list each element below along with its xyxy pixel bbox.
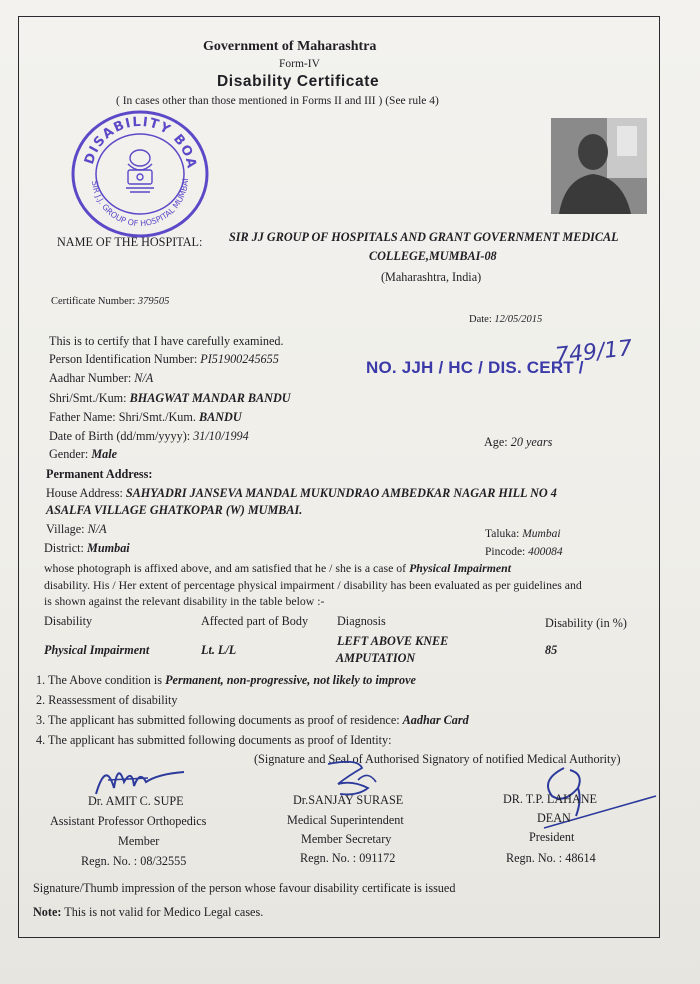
applicant-photo [551,118,647,214]
certificate-number-label: Certificate Number: [51,296,136,307]
signatory-caption: (Signature and Seal of Authorised Signatory of notified Medical Authority) [254,752,621,766]
signatory-1-role: Member [118,834,160,848]
stamp-number: NO. JJH / HC / DIS. CERT / [366,358,584,377]
village-value: N/A [87,522,107,536]
issue-date-label: Date: [469,314,492,325]
dob-label: Date of Birth (dd/mm/yyyy): [49,429,191,443]
svg-text:SIR J.J. GROUP OF HOSPITAL MUM [90,178,190,228]
taluka-row [485,527,561,541]
note-label: Note: [33,905,62,919]
signatory-3-name: DR. T.P. LAHANE [503,792,598,806]
assessment-category: Physical Impairment [409,561,511,575]
father-row [49,410,242,424]
table-header-diagnosis: Diagnosis [337,614,386,628]
district-row [44,541,130,555]
name-value: BHAGWAT MANDAR BANDU [129,391,291,405]
note-3-document: Aadhar Card [402,713,469,727]
dob-value: 31/10/1994 [193,429,249,443]
gender-row [49,447,117,461]
signatory-1-title: Assistant Professor Orthopedics [50,814,207,828]
signatory-2-regn: Regn. No. : 091172 [300,851,396,865]
dob-row [49,429,249,443]
address-heading: Permanent Address: [46,467,153,481]
hospital-state: (Maharashtra, India) [381,270,482,284]
table-cell-diagnosis-line2: AMPUTATION [336,651,416,665]
table-cell-percent: 85 [545,643,558,657]
house-address-line1 [46,486,557,500]
assessment-line2: disability. His / Her extent of percentage physical impairment / disability has been evaluated as per guidelines and [44,578,582,592]
table-header-part: Affected part of Body [201,614,309,628]
legal-note [33,905,263,919]
certificate-number [51,295,169,309]
pin-value: PI51900245655 [200,352,279,366]
signatory-1-regn: Regn. No. : 08/32555 [81,854,187,868]
note-1 [36,673,416,687]
house-value: SAHYADRI JANSEVA MANDAL MUKUNDRAO AMBEDKAR NAGAR HILL NO 4 [125,486,557,500]
government-heading: Government of Maharashtra [203,39,377,54]
table-header-percent: Disability (in %) [545,616,627,630]
age-row [484,435,552,449]
village-row [46,522,107,536]
assessment-line1-text: whose photograph is affixed above, and am satisfied that he / she is a case of [44,561,407,575]
aadhar-label: Aadhar Number: [49,371,132,385]
hospital-name-line1: SIR JJ GROUP OF HOSPITALS AND GRANT GOVERNMENT MEDICAL [229,230,619,244]
seal-text-bottom: SIR J.J. GROUP OF HOSPITAL MUMBAI [90,178,191,229]
name-label: Shri/Smt./Kum: [49,391,127,405]
assessment-line3: is shown against the relevant disability in the table below :- [44,594,325,608]
taluka-value: Mumbai [522,528,561,540]
note-3-text: 3. The applicant has submitted following documents as proof of residence: [36,713,400,727]
pincode-row [485,545,563,559]
note-text: This is not valid for Medico Legal cases. [64,905,264,919]
certify-statement: This is to certify that I have carefully examined. [49,334,284,348]
district-label: District: [44,541,84,555]
issue-date [469,313,542,327]
pincode-value: 400084 [528,546,563,558]
stamp-handwritten-number: 749/17 [553,336,634,369]
issue-date-value: 12/05/2015 [494,314,543,325]
pin-row [49,352,279,366]
certificate-number-value: 379505 [137,296,170,307]
table-header-disability: Disability [44,614,93,628]
thumb-impression-line: Signature/Thumb impression of the person whose favour disability certificate is issued [33,881,456,895]
disability-board-seal [70,106,210,238]
table-cell-diagnosis-line1: LEFT ABOVE KNEE [337,634,449,648]
house-label: House Address: [46,486,123,500]
pincode-label: Pincode: [485,546,526,558]
hospital-name-line2: COLLEGE,MUMBAI-08 [369,249,497,263]
signatory-2-name: Dr.SANJAY SURASE [293,793,404,807]
signatory-2-title: Medical Superintendent [287,813,404,827]
signatory-3-title: DEAN [537,811,571,825]
signatory-3-role: President [529,830,575,844]
note-1-text: 1. The Above condition is [36,673,163,687]
taluka-label: Taluka: [485,528,520,540]
gender-value: Male [91,447,118,461]
age-value: 20 years [510,435,553,449]
svg-text:DISABILITY BOARD [70,106,199,171]
signatory-1-name: Dr. AMIT C. SUPE [88,794,184,808]
emblem-icon [126,150,154,192]
table-cell-disability: Physical Impairment [44,643,150,657]
note-4: 4. The applicant has submitted following documents as proof of Identity: [36,733,392,747]
gender-label: Gender: [49,447,89,461]
father-value: BANDU [198,410,242,424]
aadhar-row [49,371,153,385]
certificate-subtitle: ( In cases other than those mentioned in Forms II and III ) (See rule 4) [116,95,439,107]
table-cell-part: Lt. L/L [201,643,237,657]
certificate-title: Disability Certificate [217,73,380,90]
note-3 [36,713,469,727]
signatory-2-role: Member Secretary [301,832,392,846]
father-label: Father Name: Shri/Smt./Kum. [49,410,196,424]
signatory-3-regn: Regn. No. : 48614 [506,851,596,865]
note-1-condition: Permanent, non-progressive, not likely to improve [165,673,416,687]
house-address-line2: ASALFA VILLAGE GHATKOPAR (W) MUMBAI. [46,503,303,517]
assessment-line1 [44,561,511,575]
village-label: Village: [46,522,85,536]
pin-label: Person Identification Number: [49,352,198,366]
seal-text-top: DISABILITY BOA [82,114,199,171]
age-label: Age: [484,435,508,449]
district-value: Mumbai [87,541,130,555]
aadhar-value: N/A [134,371,154,385]
form-number: Form-IV [279,58,320,70]
note-2: 2. Reassessment of disability [36,693,178,707]
name-row [49,391,291,405]
hospital-label: NAME OF THE HOSPITAL: [57,235,203,249]
